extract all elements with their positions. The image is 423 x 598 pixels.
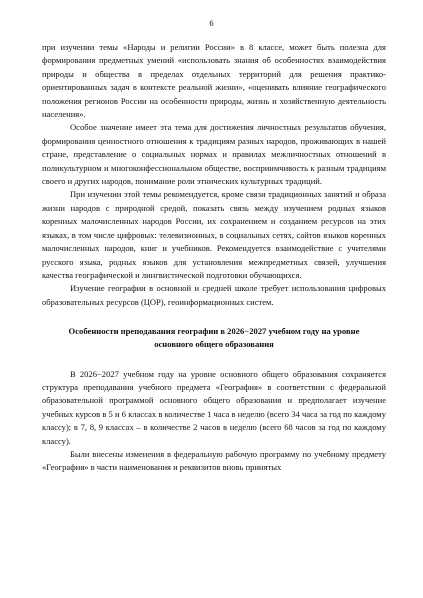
paragraph-program-changes: Были внесены изменения в федеральную рабочую программу по учебному предмету «География» в части наименования и реквизитов вновь принятых [42, 448, 386, 473]
paragraph-course-structure: В 2026−2027 учебном году на уровне основного общего образования сохраняется структура преподавания учебного предмета «География» в соответствии с федеральной образовательной программой основного общего образования и предполагает изучение учебных курсов в 5 и 6 классах в количестве 1 часа в неделю (всего 34 часа за год по каждому классу); в 7, 8, 9 классах – в количестве 2 часов в неделю (всего 68 часов за год по каждому классу). [42, 368, 386, 446]
page-number: 6 [209, 18, 214, 28]
section-heading: Особенности преподавания географии в 2026−2027 учебном году на уровне основного общего образования [68, 326, 360, 350]
paragraph-digital-resources: Изучение географии в основной и средней школе требует использования цифровых образовательных ресурсов (ЦОР), геоинформационных систем. [42, 283, 386, 307]
document-body [42, 41, 386, 475]
paragraph-continued: при изучении темы «Народы и религии России» в 8 классе, может быть полезна для формирования предметных умений «использовать знания об особенностях взаимодействия природы и общества в пределах отдельных территорий для решения практико-ориентированных задач в контексте реальной жизни», «оценивать влияние географического положения регионов России на особенности природы, жизнь и хозяйственную деятельность населения». [42, 42, 386, 120]
paragraph-personal-results: Особое значение имеет эта тема для достижения личностных результатов обучения, формирования ценностного отношения к традициям разных народов, проживающих в нашей стране, представление о социальных нормах и правилах межличностных отношений в поликультурном и многоконфессиональном обществе, восприимчивость к разным традициям своего и других народов, понимание роли этнических культурных традиций. [42, 122, 386, 187]
paragraph-native-languages: При изучении этой темы рекомендуется, кроме связи традиционных занятий и образа жизни народов с природной средой, показать связь между изучением родных языков коренных малочисленных народов России, их сохранением и созданием ресурсов на этих языках, в том числе цифровых: телевизионных, в социальных сетях, сайтов языков коренных малочисленных народов, книг и учебников. Рекомендуется взаимодействие с учителями русского языка, родных языков для установления межпредметных связей, улучшения качества географической и лингвистической подготовки обучающихся. [42, 189, 386, 280]
